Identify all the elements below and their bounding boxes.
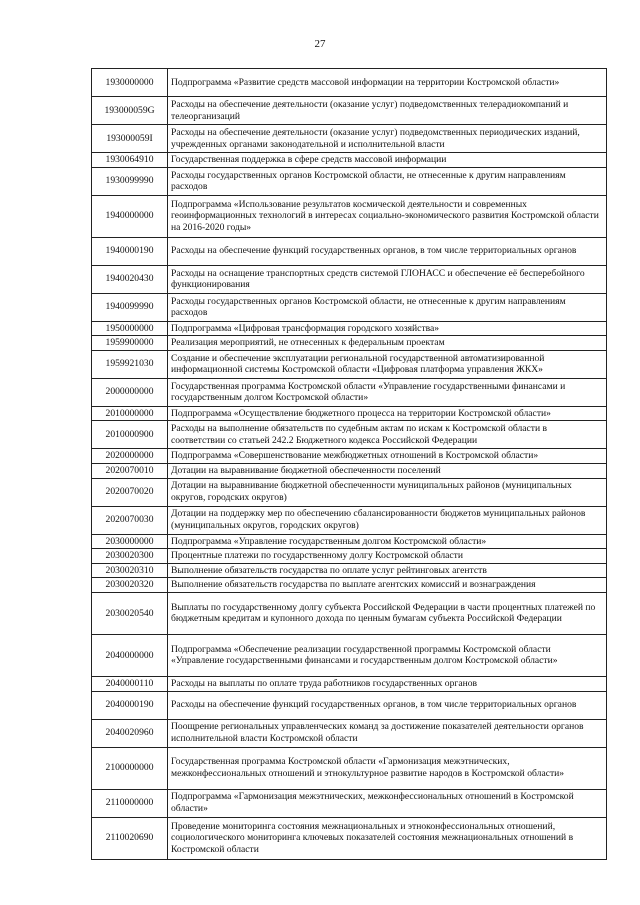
table-row [92,478,607,506]
table-row [92,578,607,593]
table-body [92,69,607,860]
row-code: 1959900000 [92,336,168,351]
table-row [92,534,607,549]
row-code: 2030020320 [92,578,168,593]
table-row [92,167,607,195]
table-row [92,691,607,719]
table-row [92,378,607,406]
row-description: Расходы государственных органов Костромской области, не отнесенные к другим направлениям расходов [168,293,607,321]
row-code: 1959921030 [92,350,168,378]
row-code: 2110000000 [92,789,168,817]
row-description: Расходы государственных органов Костромской области, не отнесенные к другим направлениям расходов [168,167,607,195]
row-code: 2030020300 [92,549,168,564]
table-row [92,506,607,534]
table-row [92,463,607,478]
row-code: 2040000190 [92,691,168,719]
row-code: 2110020690 [92,817,168,859]
row-description: Расходы на обеспечение функций государственных органов, в том числе территориальных органов [168,237,607,265]
row-code: 1950000000 [92,321,168,336]
table-row [92,237,607,265]
row-description: Государственная программа Костромской области «Управление государственными финансами и государственным долгом Костромской области» [168,378,607,406]
table-row [92,195,607,237]
table-row [92,265,607,293]
row-description: Расходы на оснащение транспортных средств системой ГЛОНАСС и обеспечение её бесперебойного функционирования [168,265,607,293]
row-description: Подпрограмма «Использование результатов космической деятельности и современных геоинформационных технологий в интересах социально-экономического развития Костромской области на 2016-2020 годы» [168,195,607,237]
row-code: 1930099990 [92,167,168,195]
row-description: Подпрограмма «Управление государственным долгом Костромской области» [168,534,607,549]
row-description: Подпрограмма «Гармонизация межэтнических, межконфессиональных отношений в Костромской области» [168,789,607,817]
row-code: 2100000000 [92,747,168,789]
row-code: 2030020310 [92,563,168,578]
row-description: Создание и обеспечение эксплуатации региональной государственной автоматизированной информационной системы Костромской области «Цифровая платформа управления ЖКХ» [168,350,607,378]
row-code: 2020000000 [92,449,168,464]
row-code: 1940000190 [92,237,168,265]
page-number: 27 [314,38,326,50]
row-code: 2020070030 [92,506,168,534]
row-description: Поощрение региональных управленческих команд за достижение показателей деятельности органов исполнительной власти Костромской области [168,719,607,747]
table-row [92,449,607,464]
row-code: 2040000000 [92,634,168,676]
row-description: Государственная программа Костромской области «Гармонизация межэтнических, межконфессиональных отношений и этнокультурное развитие народов в Костромской области» [168,747,607,789]
row-description: Государственная поддержка в сфере средств массовой информации [168,153,607,168]
row-description: Выполнение обязательств государства по выплате агентских комиссий и вознаграждения [168,578,607,593]
row-description: Подпрограмма «Осуществление бюджетного процесса на территории Костромской области» [168,406,607,421]
row-description: Подпрограмма «Цифровая трансформация городского хозяйства» [168,321,607,336]
row-code: 193000059I [92,125,168,153]
row-code: 2030020540 [92,592,168,634]
row-code: 2030000000 [92,534,168,549]
row-description: Расходы на обеспечение деятельности (оказание услуг) подведомственных периодических изданий, учрежденных органами законодательной и исполнительной власти [168,125,607,153]
row-code: 2010000900 [92,421,168,449]
table-row [92,69,607,97]
row-description: Расходы на выплаты по оплате труда работников государственных органов [168,676,607,691]
table-row [92,153,607,168]
table-row [92,592,607,634]
table-row [92,719,607,747]
row-code: 2040020960 [92,719,168,747]
row-code: 1940099990 [92,293,168,321]
table-row [92,125,607,153]
row-code: 1930064910 [92,153,168,168]
table-row [92,549,607,564]
row-description: Проведение мониторинга состояния межнациональных и этноконфессиональных отношений, социологического мониторинга ключевых показателей состояния межнациональных отношений в Костромской области [168,817,607,859]
row-description: Реализация мероприятий, не отнесенных к федеральным проектам [168,336,607,351]
table-row [92,406,607,421]
row-code: 193000059G [92,97,168,125]
row-description: Расходы на обеспечение функций государственных органов, в том числе территориальных органов [168,691,607,719]
table-row [92,350,607,378]
row-code: 2010000000 [92,406,168,421]
row-code: 2020070010 [92,463,168,478]
table-row [92,789,607,817]
row-description: Дотации на поддержку мер по обеспечению сбалансированности бюджетов муниципальных районов (муниципальных округов, городских округов) [168,506,607,534]
row-description: Процентные платежи по государственному долгу Костромской области [168,549,607,564]
row-code: 1930000000 [92,69,168,97]
row-description: Расходы на обеспечение деятельности (оказание услуг) подведомственных телерадиокомпаний и телеорганизаций [168,97,607,125]
table-row [92,97,607,125]
table-row [92,817,607,859]
table-row [92,321,607,336]
budget-classification-table [91,68,607,860]
row-description: Расходы на выполнение обязательств по судебным актам по искам к Костромской области в соответствии со статьей 242.2 Бюджетного кодекса Российской Федерации [168,421,607,449]
row-description: Выполнение обязательств государства по оплате услуг рейтинговых агентств [168,563,607,578]
row-code: 2000000000 [92,378,168,406]
row-code: 2040000110 [92,676,168,691]
row-code: 2020070020 [92,478,168,506]
table-row [92,563,607,578]
row-code: 1940020430 [92,265,168,293]
row-description: Подпрограмма «Развитие средств массовой информации на территории Костромской области» [168,69,607,97]
table-row [92,421,607,449]
row-description: Выплаты по государственному долгу субъекта Российской Федерации в части процентных платежей по бюджетным кредитам и купонного дохода по ценным бумагам субъекта Российской Федерации [168,592,607,634]
table-row [92,676,607,691]
row-description: Подпрограмма «Обеспечение реализации государственной программы Костромской области «Управление государственными финансами и государственным долгом Костромской области» [168,634,607,676]
table-row [92,336,607,351]
row-description: Дотации на выравнивание бюджетной обеспеченности муниципальных районов (муниципальных округов, городских округов) [168,478,607,506]
table-row [92,747,607,789]
row-description: Подпрограмма «Совершенствование межбюджетных отношений в Костромской области» [168,449,607,464]
row-description: Дотации на выравнивание бюджетной обеспеченности поселений [168,463,607,478]
row-code: 1940000000 [92,195,168,237]
table-row [92,634,607,676]
table-row [92,293,607,321]
